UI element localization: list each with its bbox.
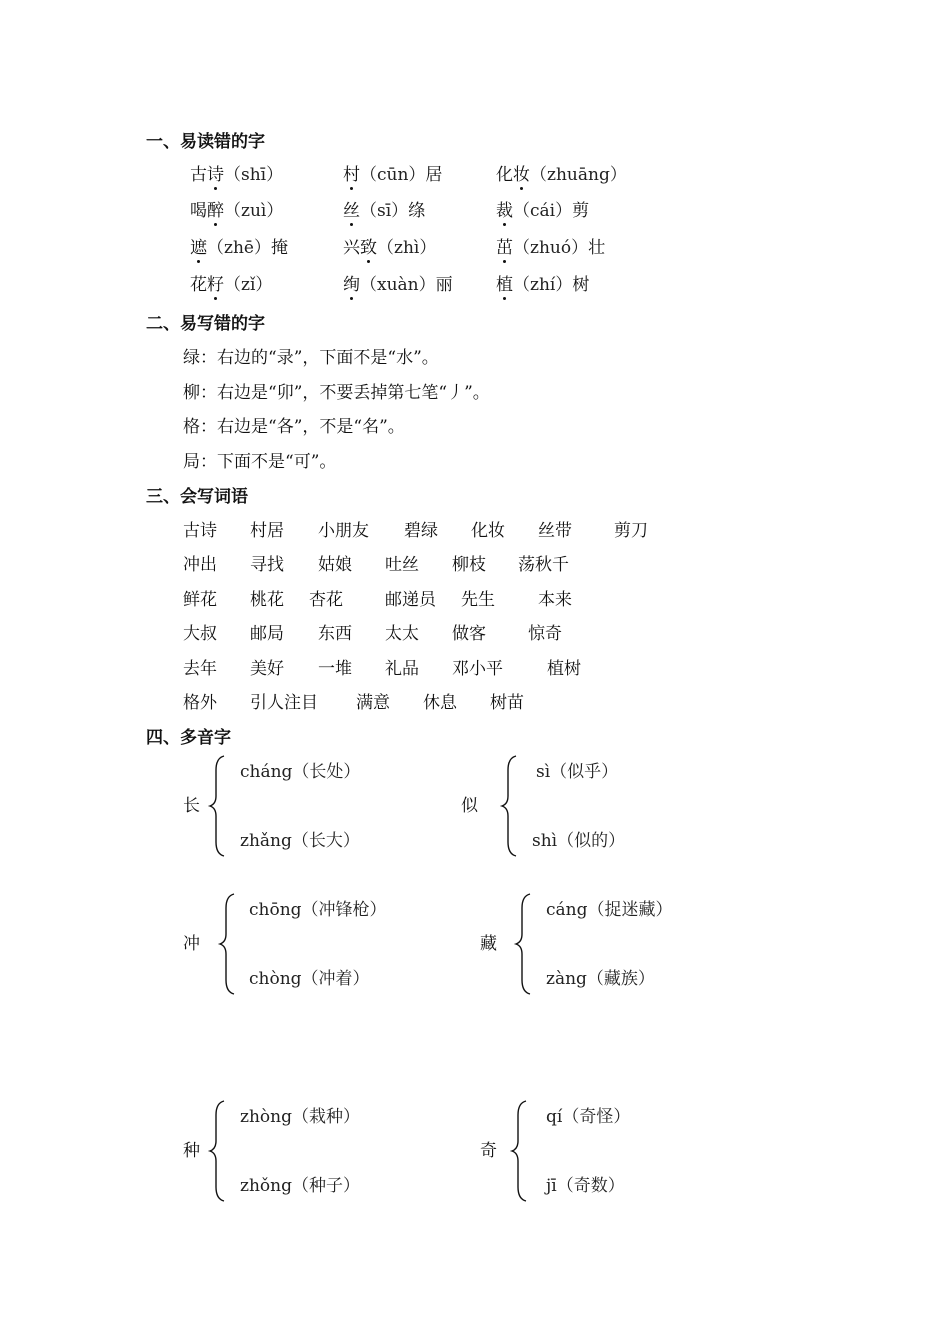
vocab-word: 树苗 [490,693,524,713]
vocab-word: 植树 [547,659,581,679]
misread-prefix: 化 [496,165,513,185]
vocab-word: 冲出 [183,555,217,575]
vocab-word: 桃花 [250,590,284,610]
vocab-word: 引人注目 [250,693,318,713]
brace-icon [514,892,534,996]
pinyin: （zǐ） [224,275,273,295]
misread-item [496,233,605,258]
vocab-word: 格外 [183,693,217,713]
vocab-word: 一堆 [318,659,352,679]
miswrite-line: 绿：右边的“录”，下面不是“水”。 [183,348,439,368]
misread-item [496,160,627,185]
vocab-word: 大叔 [183,624,217,644]
polyphone-char: 冲 [183,934,200,954]
polyphone-reading: zhòng（栽种） [240,1107,360,1127]
vocab-word: 剪刀 [614,521,648,541]
misread-item [343,233,436,258]
pinyin: （shī） [224,165,284,185]
misread-prefix: 花 [190,275,207,295]
vocab-word: 姑娘 [318,555,352,575]
vocab-word: 碧绿 [404,521,438,541]
vocab-word: 做客 [452,624,486,644]
vocab-word: 杏花 [309,590,343,610]
vocab-word: 邮局 [250,624,284,644]
polyphone-char: 藏 [480,934,497,954]
vocab-word: 荡秋千 [518,555,569,575]
misread-item [343,270,453,295]
misread-char: 植 [496,270,513,295]
misread-item [190,196,283,221]
misread-char: 籽 [207,270,224,295]
misread-char: 遮 [190,233,207,258]
vocab-word: 满意 [356,693,390,713]
pinyin: （cūn） [360,165,426,185]
pinyin: （zhuāng） [530,165,627,185]
section-title-easy-misread: 一、易读错的字 [146,132,265,152]
polyphone-reading: sì（似乎） [536,762,619,782]
misread-item [496,196,589,221]
pinyin: （zuì） [224,201,284,221]
pinyin: （zhí） [513,275,573,295]
misread-item [343,196,425,221]
brace-icon [208,754,228,858]
pinyin: （xuàn） [360,275,436,295]
vocab-word: 本来 [538,590,572,610]
misread-suffix: 居 [425,165,443,185]
polyphone-reading: zhǎng（长大） [240,831,360,851]
polyphone-reading: jī（奇数） [546,1176,625,1196]
misread-suffix: 掩 [270,238,288,258]
vocab-word: 寻找 [250,555,284,575]
vocab-word: 村居 [250,521,284,541]
vocab-word: 太太 [385,624,419,644]
miswrite-line: 柳：右边是“卯”，不要丢掉第七笔“丿”。 [183,383,490,403]
misread-char: 裁 [496,196,513,221]
misread-char: 绚 [343,270,360,295]
polyphone-reading: cáng（捉迷藏） [546,900,673,920]
vocab-word: 东西 [318,624,352,644]
misread-item [190,233,288,258]
misread-item [496,270,589,295]
vocab-word: 去年 [183,659,217,679]
polyphone-reading: zàng（藏族） [546,969,655,989]
brace-icon [208,1099,228,1203]
vocab-word: 先生 [461,590,495,610]
polyphone-reading: chòng（冲着） [249,969,370,989]
misread-char: 诗 [207,160,224,185]
misread-suffix: 绦 [408,201,426,221]
misread-item [343,160,442,185]
vocab-word: 礼品 [385,659,419,679]
misread-char: 醉 [207,196,224,221]
vocab-word: 鲜花 [183,590,217,610]
vocab-word: 惊奇 [528,624,562,644]
vocab-word: 化妆 [471,521,505,541]
polyphone-reading: zhǒng（种子） [240,1176,360,1196]
misread-prefix: 兴 [343,238,360,258]
vocab-word: 邮递员 [385,590,436,610]
pinyin: （sī） [360,201,409,221]
misread-char: 妆 [513,160,530,185]
vocab-word: 吐丝 [385,555,419,575]
misread-char: 丝 [343,196,360,221]
section-title-polyphones: 四、多音字 [146,728,231,748]
polyphone-char: 种 [183,1141,200,1161]
pinyin: （zhē） [207,238,271,258]
polyphone-char: 奇 [480,1141,497,1161]
misread-item [190,160,283,185]
section-title-vocabulary: 三、会写词语 [146,487,248,507]
polyphone-char: 长 [183,796,200,816]
brace-icon [510,1099,530,1203]
vocab-word: 美好 [250,659,284,679]
section-title-easy-miswrite: 二、易写错的字 [146,314,265,334]
polyphone-reading: chōng（冲锋枪） [249,900,387,920]
vocab-word: 古诗 [183,521,217,541]
misread-suffix: 树 [572,275,590,295]
misread-char: 村 [343,160,360,185]
misread-suffix: 壮 [588,238,606,258]
pinyin: （zhì） [377,238,437,258]
polyphone-char: 似 [461,796,478,816]
misread-item [190,270,272,295]
polyphone-reading: qí（奇怪） [546,1107,631,1127]
vocab-word: 柳枝 [452,555,486,575]
miswrite-line: 局：下面不是“可”。 [183,452,337,472]
miswrite-line: 格：右边是“各”，不是“名”。 [183,417,405,437]
misread-suffix: 丽 [435,275,453,295]
misread-char: 茁 [496,233,513,258]
misread-prefix: 古 [190,165,207,185]
vocab-word: 小朋友 [318,521,369,541]
brace-icon [500,754,520,858]
vocab-word: 休息 [423,693,457,713]
misread-suffix: 剪 [572,201,590,221]
pinyin: （zhuó） [513,238,589,258]
vocab-word: 丝带 [538,521,572,541]
polyphone-reading: shì（似的） [532,831,626,851]
pinyin: （cái） [513,201,573,221]
misread-char: 致 [360,233,377,258]
misread-prefix: 喝 [190,201,207,221]
polyphone-reading: cháng（长处） [240,762,361,782]
vocab-word: 邓小平 [452,659,503,679]
brace-icon [218,892,238,996]
